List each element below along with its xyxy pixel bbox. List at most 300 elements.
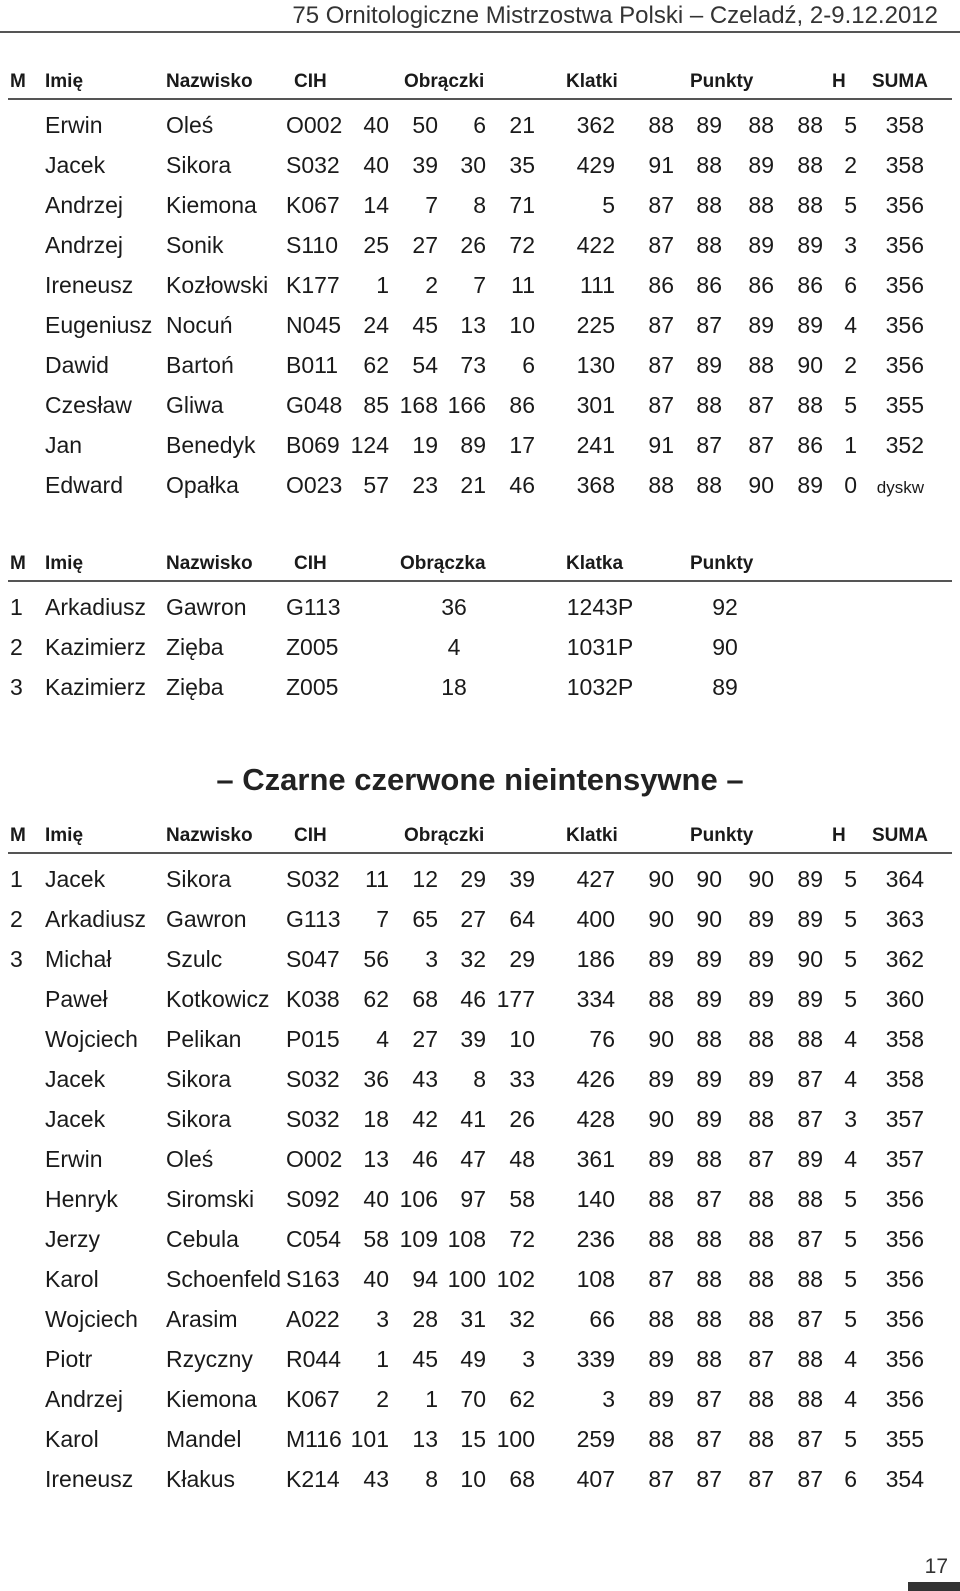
header-imie: Imię — [45, 825, 84, 846]
cell-ring: 89 — [460, 432, 486, 458]
cell-ring: 68 — [412, 986, 438, 1012]
cell-h: 4 — [844, 1026, 857, 1052]
cell-first-name: Eugeniusz — [45, 312, 153, 338]
cell-points: 91 — [648, 152, 674, 178]
cell-sum: 355 — [885, 1426, 924, 1452]
cell-cage: 426 — [576, 1066, 615, 1092]
cell-first-name: Jacek — [45, 152, 106, 178]
cell-points: 87 — [696, 312, 722, 338]
cell-cih: G113 — [286, 594, 341, 620]
cell-h: 4 — [844, 312, 857, 338]
cell-cih: B069 — [286, 432, 340, 458]
cell-first-name: Paweł — [45, 986, 108, 1012]
table-row — [0, 184, 960, 224]
table-row — [0, 1058, 960, 1098]
table-row — [0, 978, 960, 1018]
cell-points: 87 — [748, 1146, 774, 1172]
cell-h: 5 — [844, 112, 857, 138]
cell-points: 88 — [797, 112, 823, 138]
cell-points: 89 — [748, 312, 774, 338]
cell-first-name: Dawid — [45, 352, 109, 378]
cell-ring: 62 — [509, 1386, 535, 1412]
cell-ring: 8 — [473, 1066, 486, 1092]
cell-points: 88 — [748, 1106, 774, 1132]
cell-ring: 11 — [511, 272, 535, 298]
cell-ring: 24 — [363, 312, 389, 338]
cell-ring: 40 — [363, 152, 389, 178]
cell-ring: 17 — [509, 432, 535, 458]
cell-last-name: Zięba — [166, 674, 224, 700]
cell-ring: 56 — [363, 946, 389, 972]
cell-first-name: Michał — [45, 946, 112, 972]
cell-ring: 32 — [460, 946, 486, 972]
cell-first-name: Wojciech — [45, 1306, 138, 1332]
table-row — [0, 224, 960, 264]
cell-h: 4 — [844, 1066, 857, 1092]
cell-first-name: Karol — [45, 1266, 99, 1292]
cell-last-name: Szulc — [166, 946, 223, 972]
cell-ring: 27 — [460, 906, 486, 932]
cell-place: 3 — [10, 674, 23, 700]
cell-last-name: Oleś — [166, 112, 214, 138]
cell-points: 88 — [696, 1226, 722, 1252]
cell-ring: 71 — [509, 192, 535, 218]
cell-sum: 358 — [885, 1026, 924, 1052]
cell-first-name: Erwin — [45, 1146, 103, 1172]
cell-points: 89 — [748, 986, 774, 1012]
cell-last-name: Opałka — [166, 472, 239, 498]
cell-points: 88 — [696, 192, 722, 218]
header-h: H — [832, 71, 846, 92]
cell-ring: 3 — [522, 1346, 535, 1372]
cell-cage: 429 — [576, 152, 615, 178]
cell-ring: 102 — [496, 1266, 535, 1292]
top-rule — [0, 31, 960, 33]
results-table-1 — [0, 64, 960, 504]
header-nazwisko: Nazwisko — [166, 71, 253, 92]
cell-cage: 241 — [576, 432, 615, 458]
cell-points: 89 — [797, 866, 823, 892]
cell-h: 5 — [844, 1226, 857, 1252]
cell-points: 88 — [648, 472, 674, 498]
cell-cih: S032 — [286, 1106, 340, 1132]
cell-first-name: Edward — [45, 472, 123, 498]
cell-h: 3 — [844, 1106, 857, 1132]
cell-points: 89 — [797, 1146, 823, 1172]
cell-ring: 62 — [363, 352, 389, 378]
table-row — [0, 938, 960, 978]
cell-ring: 2 — [376, 1386, 389, 1412]
cell-cage: 111 — [580, 272, 615, 298]
table-row — [0, 1138, 960, 1178]
cell-sum: 356 — [885, 192, 924, 218]
cell-ring: 27 — [412, 1026, 438, 1052]
cell-cage: 1243P — [566, 594, 634, 620]
cell-ring: 57 — [363, 472, 389, 498]
cell-cage: 259 — [576, 1426, 615, 1452]
cell-points: 88 — [797, 152, 823, 178]
cell-h: 5 — [844, 192, 857, 218]
cell-h: 5 — [844, 392, 857, 418]
cell-h: 4 — [844, 1146, 857, 1172]
cell-points: 89 — [648, 1066, 674, 1092]
cell-points: 90 — [648, 1026, 674, 1052]
cell-h: 5 — [844, 906, 857, 932]
cell-ring: 1 — [376, 1346, 389, 1372]
cell-ring: 11 — [365, 866, 389, 892]
cell-sum: 358 — [885, 112, 924, 138]
cell-ring: 29 — [509, 946, 535, 972]
cell-points: 90 — [797, 352, 823, 378]
cell-cage: 407 — [576, 1466, 615, 1492]
cell-ring: 26 — [460, 232, 486, 258]
cell-points: 90 — [648, 866, 674, 892]
cell-ring: 72 — [509, 232, 535, 258]
cell-points: 88 — [748, 1186, 774, 1212]
cell-points: 88 — [748, 1266, 774, 1292]
header-cih: CIH — [294, 71, 327, 92]
cell-sum: 358 — [885, 1066, 924, 1092]
table-row — [0, 1338, 960, 1378]
cell-cih: S163 — [286, 1266, 340, 1292]
results-table-3 — [0, 818, 960, 1498]
cell-ring: 39 — [412, 152, 438, 178]
table-header — [0, 64, 960, 98]
cell-ring: 41 — [460, 1106, 486, 1132]
cell-cih: Z005 — [286, 674, 339, 700]
cell-ring: 73 — [460, 352, 486, 378]
cell-ring: 97 — [460, 1186, 486, 1212]
header-m: M — [10, 825, 26, 846]
cell-points: 89 — [748, 1066, 774, 1092]
cell-sum: 356 — [885, 1186, 924, 1212]
cell-ring: 6 — [522, 352, 535, 378]
cell-cih: B011 — [286, 352, 339, 378]
cell-cih: S047 — [286, 946, 340, 972]
cell-points: 92 — [712, 594, 738, 620]
table-row — [0, 344, 960, 384]
cell-first-name: Karol — [45, 1426, 99, 1452]
cell-ring: 19 — [412, 432, 438, 458]
cell-h: 2 — [844, 152, 857, 178]
cell-ring: 42 — [412, 1106, 438, 1132]
cell-ring: 7 — [425, 192, 438, 218]
cell-points: 88 — [696, 232, 722, 258]
cell-ring: 46 — [509, 472, 535, 498]
cell-points: 88 — [696, 1346, 722, 1372]
cell-ring: 1 — [425, 1386, 438, 1412]
cell-h: 0 — [844, 472, 857, 498]
cell-points: 87 — [696, 1466, 722, 1492]
cell-ring: 86 — [509, 392, 535, 418]
cell-first-name: Arkadiusz — [45, 906, 146, 932]
cell-cih: K067 — [286, 192, 340, 218]
cell-ring: 64 — [509, 906, 535, 932]
cell-points: 89 — [748, 232, 774, 258]
cell-points: 89 — [696, 986, 722, 1012]
header-punkty: Punkty — [690, 553, 754, 574]
cell-sum: 354 — [885, 1466, 924, 1492]
header-nazwisko: Nazwisko — [166, 553, 253, 574]
header-imie: Imię — [45, 71, 84, 92]
cell-last-name: Gliwa — [166, 392, 224, 418]
cell-points: 87 — [797, 1426, 823, 1452]
cell-points: 89 — [696, 112, 722, 138]
cell-ring: 100 — [496, 1426, 535, 1452]
cell-last-name: Sikora — [166, 1066, 232, 1092]
cell-points: 88 — [648, 1306, 674, 1332]
cell-cih: A022 — [286, 1306, 340, 1332]
cell-cih: R044 — [286, 1346, 341, 1372]
cell-ring: 32 — [509, 1306, 535, 1332]
cell-first-name: Andrzej — [45, 192, 123, 218]
cell-points: 90 — [696, 906, 722, 932]
cell-ring: 54 — [412, 352, 438, 378]
cell-sum: 356 — [885, 1346, 924, 1372]
table-row — [0, 626, 960, 666]
cell-points: 90 — [712, 634, 738, 660]
cell-points: 87 — [696, 1186, 722, 1212]
cell-sum: 356 — [885, 1386, 924, 1412]
header-cih: CIH — [294, 825, 327, 846]
cell-points: 88 — [696, 392, 722, 418]
cell-points: 89 — [648, 1386, 674, 1412]
cell-ring: 21 — [509, 112, 535, 138]
cell-last-name: Cebula — [166, 1226, 239, 1252]
cell-points: 89 — [748, 152, 774, 178]
cell-points: 89 — [648, 946, 674, 972]
cell-points: 88 — [748, 192, 774, 218]
cell-cih: K067 — [286, 1386, 340, 1412]
cell-ring: 124 — [350, 432, 389, 458]
cell-points: 87 — [797, 1466, 823, 1492]
cell-points: 87 — [797, 1226, 823, 1252]
cell-points: 89 — [696, 1066, 722, 1092]
cell-first-name: Andrzej — [45, 1386, 123, 1412]
cell-h: 5 — [844, 946, 857, 972]
cell-ring: 18 — [441, 674, 467, 700]
cell-points: 88 — [748, 1386, 774, 1412]
cell-cage: 428 — [576, 1106, 615, 1132]
cell-cih: S110 — [286, 232, 339, 258]
cell-cage: 361 — [576, 1146, 615, 1172]
cell-points: 88 — [648, 112, 674, 138]
cell-points: 86 — [748, 272, 774, 298]
cell-points: 87 — [748, 432, 774, 458]
cell-points: 88 — [696, 1306, 722, 1332]
cell-ring: 101 — [350, 1426, 389, 1452]
cell-points: 88 — [797, 1266, 823, 1292]
cell-first-name: Henryk — [45, 1186, 118, 1212]
cell-first-name: Erwin — [45, 112, 103, 138]
cell-h: 1 — [844, 432, 857, 458]
results-table-2 — [0, 546, 960, 706]
cell-first-name: Czesław — [45, 392, 132, 418]
cell-place: 1 — [10, 594, 23, 620]
header-klatka: Klatka — [566, 553, 624, 574]
table-row — [0, 464, 960, 504]
cell-points: 90 — [797, 946, 823, 972]
cell-sum: 356 — [885, 1306, 924, 1332]
cell-ring: 25 — [363, 232, 389, 258]
cell-last-name: Sikora — [166, 152, 232, 178]
cell-cih: G048 — [286, 392, 343, 418]
cell-sum: 357 — [885, 1106, 924, 1132]
cell-cage: 427 — [576, 866, 615, 892]
cell-cih: K214 — [286, 1466, 340, 1492]
header-rule — [8, 580, 952, 582]
cell-points: 87 — [797, 1106, 823, 1132]
table-row — [0, 1218, 960, 1258]
header-suma: SUMA — [872, 825, 928, 846]
cell-ring: 18 — [363, 1106, 389, 1132]
header-cih: CIH — [294, 553, 327, 574]
header-obraczki: Obrączki — [404, 825, 485, 846]
cell-cage: 339 — [576, 1346, 615, 1372]
cell-cage: 362 — [576, 112, 615, 138]
cell-ring: 62 — [363, 986, 389, 1012]
cell-sum: 357 — [885, 1146, 924, 1172]
table-row — [0, 1378, 960, 1418]
cell-ring: 7 — [473, 272, 486, 298]
cell-points: 90 — [648, 1106, 674, 1132]
cell-first-name: Piotr — [45, 1346, 93, 1372]
cell-ring: 50 — [412, 112, 438, 138]
cell-ring: 108 — [447, 1226, 486, 1252]
cell-points: 88 — [648, 1186, 674, 1212]
cell-ring: 21 — [460, 472, 486, 498]
cell-last-name: Gawron — [166, 906, 247, 932]
cell-cage: 400 — [576, 906, 615, 932]
cell-points: 88 — [797, 1346, 823, 1372]
cell-cih: M116 — [286, 1426, 342, 1452]
cell-points: 86 — [696, 272, 722, 298]
cell-last-name: Arasim — [166, 1306, 238, 1332]
cell-ring: 28 — [412, 1306, 438, 1332]
cell-sum: 356 — [885, 312, 924, 338]
cell-ring: 7 — [376, 906, 389, 932]
cell-ring: 94 — [412, 1266, 438, 1292]
cell-ring: 27 — [412, 232, 438, 258]
cell-ring: 70 — [460, 1386, 486, 1412]
page-corner-bar — [908, 1582, 960, 1591]
cell-ring: 6 — [473, 112, 486, 138]
cell-cage: 225 — [576, 312, 615, 338]
table-row — [0, 424, 960, 464]
cell-ring: 43 — [363, 1466, 389, 1492]
cell-points: 89 — [797, 906, 823, 932]
cell-points: 89 — [797, 232, 823, 258]
cell-points: 88 — [696, 1026, 722, 1052]
cell-sum: 360 — [885, 986, 924, 1012]
section-dash-left: – — [216, 762, 234, 797]
cell-points: 87 — [748, 392, 774, 418]
cell-cih: C054 — [286, 1226, 341, 1252]
cell-points: 88 — [797, 392, 823, 418]
cell-sum: 356 — [885, 352, 924, 378]
cell-points: 88 — [648, 1426, 674, 1452]
cell-cage: 76 — [589, 1026, 615, 1052]
cell-ring: 58 — [363, 1226, 389, 1252]
cell-ring: 3 — [376, 1306, 389, 1332]
cell-points: 89 — [712, 674, 738, 700]
cell-ring: 29 — [460, 866, 486, 892]
cell-points: 90 — [648, 906, 674, 932]
cell-points: 88 — [748, 1026, 774, 1052]
table-row — [0, 1018, 960, 1058]
cell-points: 87 — [648, 1466, 674, 1492]
cell-ring: 13 — [363, 1146, 389, 1172]
cell-points: 87 — [748, 1466, 774, 1492]
cell-first-name: Jacek — [45, 1066, 106, 1092]
cell-points: 88 — [696, 1266, 722, 1292]
cell-last-name: Nocuń — [166, 312, 233, 338]
cell-last-name: Siromski — [166, 1186, 255, 1212]
cell-ring: 31 — [460, 1306, 486, 1332]
cell-points: 90 — [748, 472, 774, 498]
cell-ring: 106 — [399, 1186, 438, 1212]
cell-cage: 422 — [576, 232, 615, 258]
cell-last-name: Oleś — [166, 1146, 214, 1172]
cell-points: 88 — [696, 1146, 722, 1172]
cell-first-name: Ireneusz — [45, 272, 134, 298]
cell-cih: S032 — [286, 152, 340, 178]
cell-points: 87 — [696, 1386, 722, 1412]
cell-ring: 26 — [509, 1106, 535, 1132]
cell-points: 87 — [648, 392, 674, 418]
cell-cage: 186 — [576, 946, 615, 972]
cell-last-name: Gawron — [166, 594, 247, 620]
section-title — [0, 762, 960, 798]
cell-last-name: Zięba — [166, 634, 224, 660]
cell-sum: 356 — [885, 1266, 924, 1292]
cell-ring: 39 — [460, 1026, 486, 1052]
cell-ring: 13 — [460, 312, 486, 338]
cell-ring: 68 — [509, 1466, 535, 1492]
cell-ring: 35 — [509, 152, 535, 178]
cell-ring: 40 — [363, 1266, 389, 1292]
cell-first-name: Andrzej — [45, 232, 123, 258]
cell-ring: 1 — [376, 272, 389, 298]
cell-first-name: Jan — [45, 432, 83, 458]
header-klatki: Klatki — [566, 71, 618, 92]
cell-points: 87 — [696, 432, 722, 458]
cell-place: 2 — [10, 634, 23, 660]
cell-points: 87 — [797, 1306, 823, 1332]
cell-cage: 66 — [589, 1306, 615, 1332]
cell-points: 87 — [648, 192, 674, 218]
cell-cage: 140 — [576, 1186, 615, 1212]
table-row — [0, 858, 960, 898]
cell-points: 87 — [648, 1266, 674, 1292]
cell-h: 5 — [844, 1306, 857, 1332]
cell-first-name: Ireneusz — [45, 1466, 134, 1492]
cell-points: 89 — [797, 472, 823, 498]
cell-points: 87 — [797, 1066, 823, 1092]
cell-place: 1 — [10, 866, 23, 892]
table-row — [0, 1458, 960, 1498]
cell-points: 87 — [648, 232, 674, 258]
cell-cih: Z005 — [286, 634, 339, 660]
cell-ring: 10 — [509, 312, 535, 338]
cell-points: 88 — [648, 1226, 674, 1252]
table-row — [0, 1098, 960, 1138]
cell-points: 88 — [696, 472, 722, 498]
cell-ring: 166 — [447, 392, 486, 418]
cell-ring: 12 — [412, 866, 438, 892]
cell-first-name: Jacek — [45, 866, 106, 892]
header-klatki: Klatki — [566, 825, 618, 846]
